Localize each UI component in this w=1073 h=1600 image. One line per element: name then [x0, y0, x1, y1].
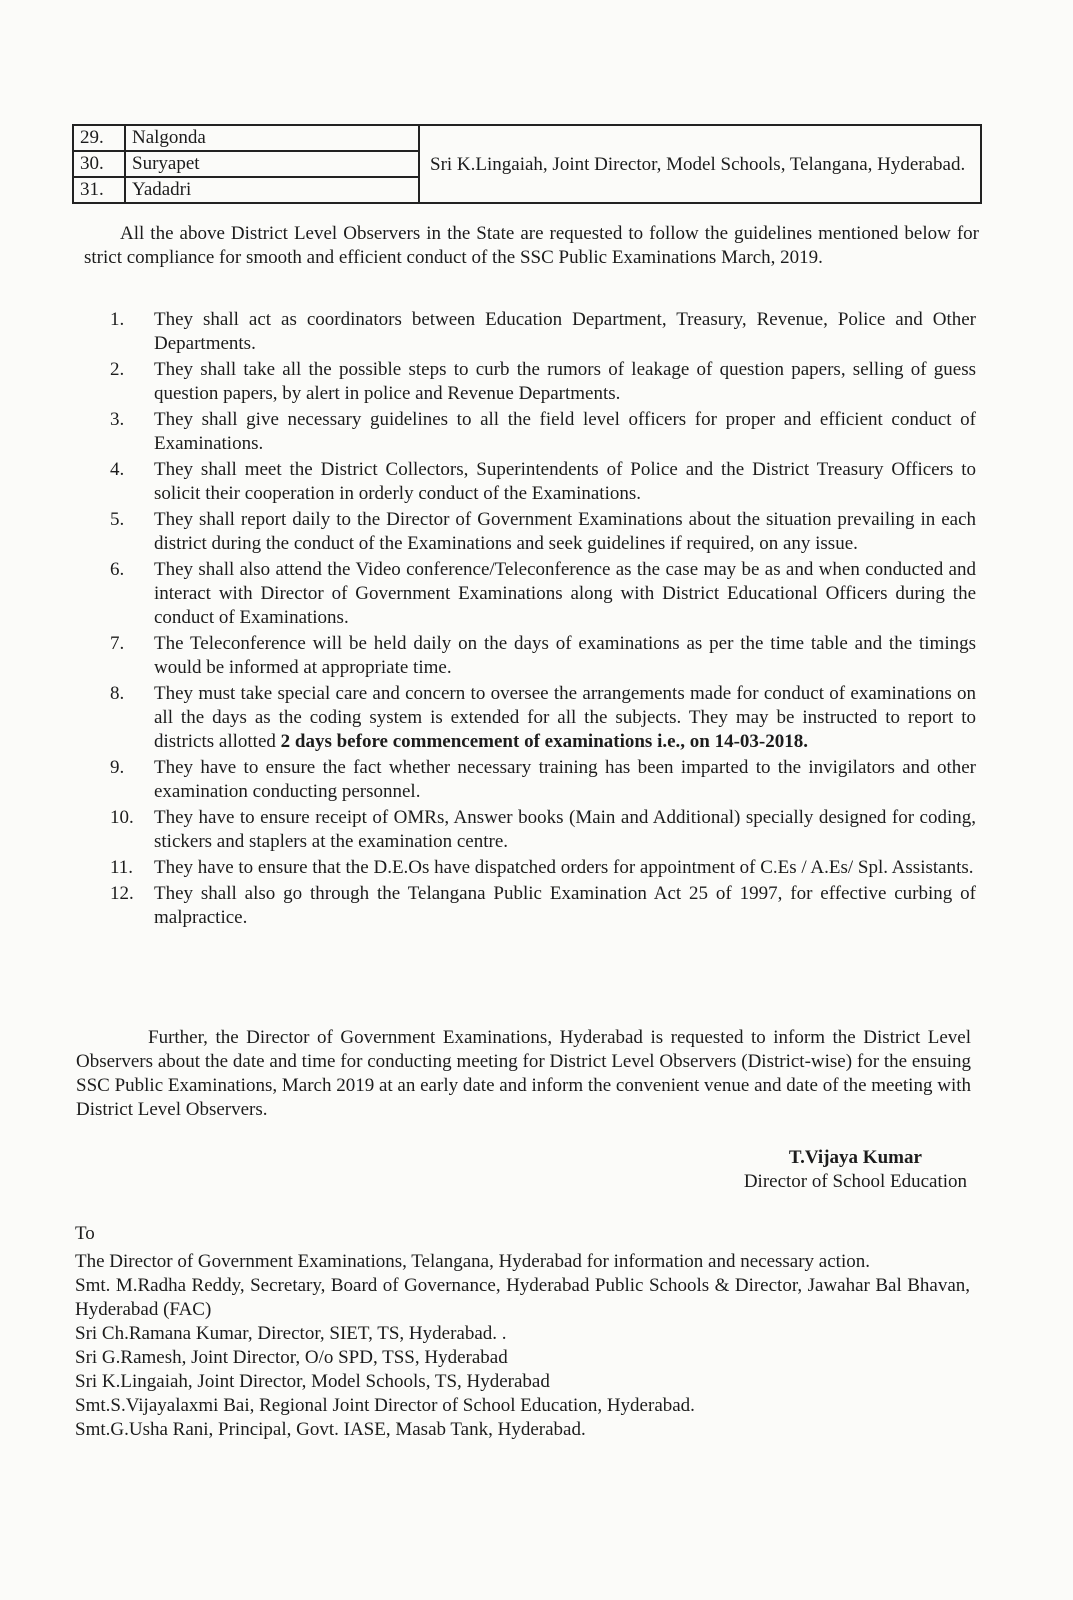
list-item: [110, 558, 976, 630]
list-item: [110, 408, 976, 456]
recipient-line: Smt.S.Vijayalaxmi Bai, Regional Joint Director of School Education, Hyderabad.: [75, 1395, 695, 1416]
district-name: Suryapet: [125, 151, 419, 177]
item-number: 3.: [110, 409, 125, 430]
list-item: [110, 856, 976, 880]
item-text: The Teleconference will be held daily on the days of examinations as per the time table and the timings would be informed at appropriate time.: [154, 633, 976, 678]
further-paragraph: Further, the Director of Government Examinations, Hyderabad is requested to inform the District Level Observers about the date and time for conducting meeting for District Level Observers (District-wise) for the ensuing SSC Public Examinations, March 2019 at an early date and inform the convenient venue and date of the meeting with District Level Observers.: [76, 1027, 971, 1120]
district-name: Nalgonda: [125, 125, 419, 151]
recipient-line: Sri G.Ramesh, Joint Director, O/o SPD, TSS, Hyderabad: [75, 1347, 508, 1368]
item-text: They shall meet the District Collectors, Superintendents of Police and the District Treasury Officers to solicit their cooperation in orderly conduct of the Examinations.: [154, 459, 976, 504]
item-text: They shall take all the possible steps to curb the rumors of leakage of question papers, selling of guess question papers, by alert in police and Revenue Departments.: [154, 359, 976, 404]
row-number: 29.: [73, 125, 125, 151]
list-item: [110, 458, 976, 506]
list-item: [110, 682, 976, 754]
item-number: 9.: [110, 757, 125, 778]
item-text: They shall act as coordinators between Education Department, Treasury, Revenue, Police and Other Departments.: [154, 309, 976, 354]
item-number: 8.: [110, 683, 125, 704]
list-item: [110, 806, 976, 854]
intro-paragraph: All the above District Level Observers in the State are requested to follow the guidelines mentioned below for strict compliance for smooth and efficient conduct of the SSC Public Examinations March, 2019.: [84, 223, 979, 268]
item-number: 6.: [110, 559, 125, 580]
recipient-line: The Director of Government Examinations, Telangana, Hyderabad for information and necessary action.: [75, 1251, 870, 1272]
list-item: [110, 508, 976, 556]
item-text: They must take special care and concern to oversee the arrangements made for conduct of examinations on all the days as the coding system is extended for all the subjects. They may be instructed to report to districts allotted: [154, 683, 976, 752]
guidelines-list: [110, 308, 976, 932]
list-item: [110, 358, 976, 406]
item-text: They shall also attend the Video conference/Teleconference as the case may be as and when conducted and interact with Director of Government Examinations along with District Educational Officers during the conduct of Examinations.: [154, 559, 976, 628]
recipient-line: Smt.G.Usha Rani, Principal, Govt. IASE, Masab Tank, Hyderabad.: [75, 1419, 586, 1440]
list-item: [110, 756, 976, 804]
item-bold-text: 2 days before commencement of examinations i.e., on 14-03-2018.: [280, 731, 809, 752]
item-number: 2.: [110, 359, 125, 380]
list-item: [110, 882, 976, 930]
recipients-block: [75, 1222, 970, 1442]
item-text: They shall give necessary guidelines to all the field level officers for proper and efficient conduct of Examinations.: [154, 409, 976, 454]
signature-block: [744, 1146, 967, 1194]
item-number: 1.: [110, 309, 125, 330]
signatory-designation: Director of School Education: [743, 1171, 967, 1192]
item-number: 11.: [110, 857, 134, 878]
item-number: 7.: [110, 633, 125, 654]
item-number: 5.: [110, 509, 125, 530]
row-number: 31.: [73, 177, 125, 203]
item-number: 4.: [110, 459, 125, 480]
item-number: 12.: [110, 883, 134, 904]
recipient-line: Sri Ch.Ramana Kumar, Director, SIET, TS, Hyderabad. .: [75, 1323, 507, 1344]
item-text: They shall also go through the Telangana Public Examination Act 25 of 1997, for effective curbing of malpractice.: [154, 883, 976, 928]
item-text: They have to ensure that the D.E.Os have dispatched orders for appointment of C.Es / A.Es/ Spl. Assistants.: [154, 857, 974, 878]
item-number: 10.: [110, 807, 134, 828]
table-row: [73, 125, 981, 151]
recipient-line: Sri K.Lingaiah, Joint Director, Model Schools, TS, Hyderabad: [75, 1371, 550, 1392]
item-text: They have to ensure the fact whether necessary training has been imparted to the invigilators and other examination conducting personnel.: [154, 757, 976, 802]
to-label: To: [75, 1223, 95, 1244]
observer-officer: Sri K.Lingaiah, Joint Director, Model Schools, Telangana, Hyderabad.: [419, 125, 981, 203]
signatory-name: T.Vijaya Kumar: [788, 1147, 922, 1168]
district-name: Yadadri: [125, 177, 419, 203]
list-item: [110, 308, 976, 356]
row-number: 30.: [73, 151, 125, 177]
list-item: [110, 632, 976, 680]
recipient-line: Smt. M.Radha Reddy, Secretary, Board of Governance, Hyderabad Public Schools & Director, Jawahar Bal Bhavan, Hyderabad (FAC): [75, 1275, 970, 1320]
observer-table: [72, 124, 982, 204]
item-text: They shall report daily to the Director of Government Examinations about the situation prevailing in each district during the conduct of the Examinations and seek guidelines if required, on any issue.: [154, 509, 976, 554]
item-text: They have to ensure receipt of OMRs, Answer books (Main and Additional) specially designed for coding, stickers and staplers at the examination centre.: [154, 807, 976, 852]
